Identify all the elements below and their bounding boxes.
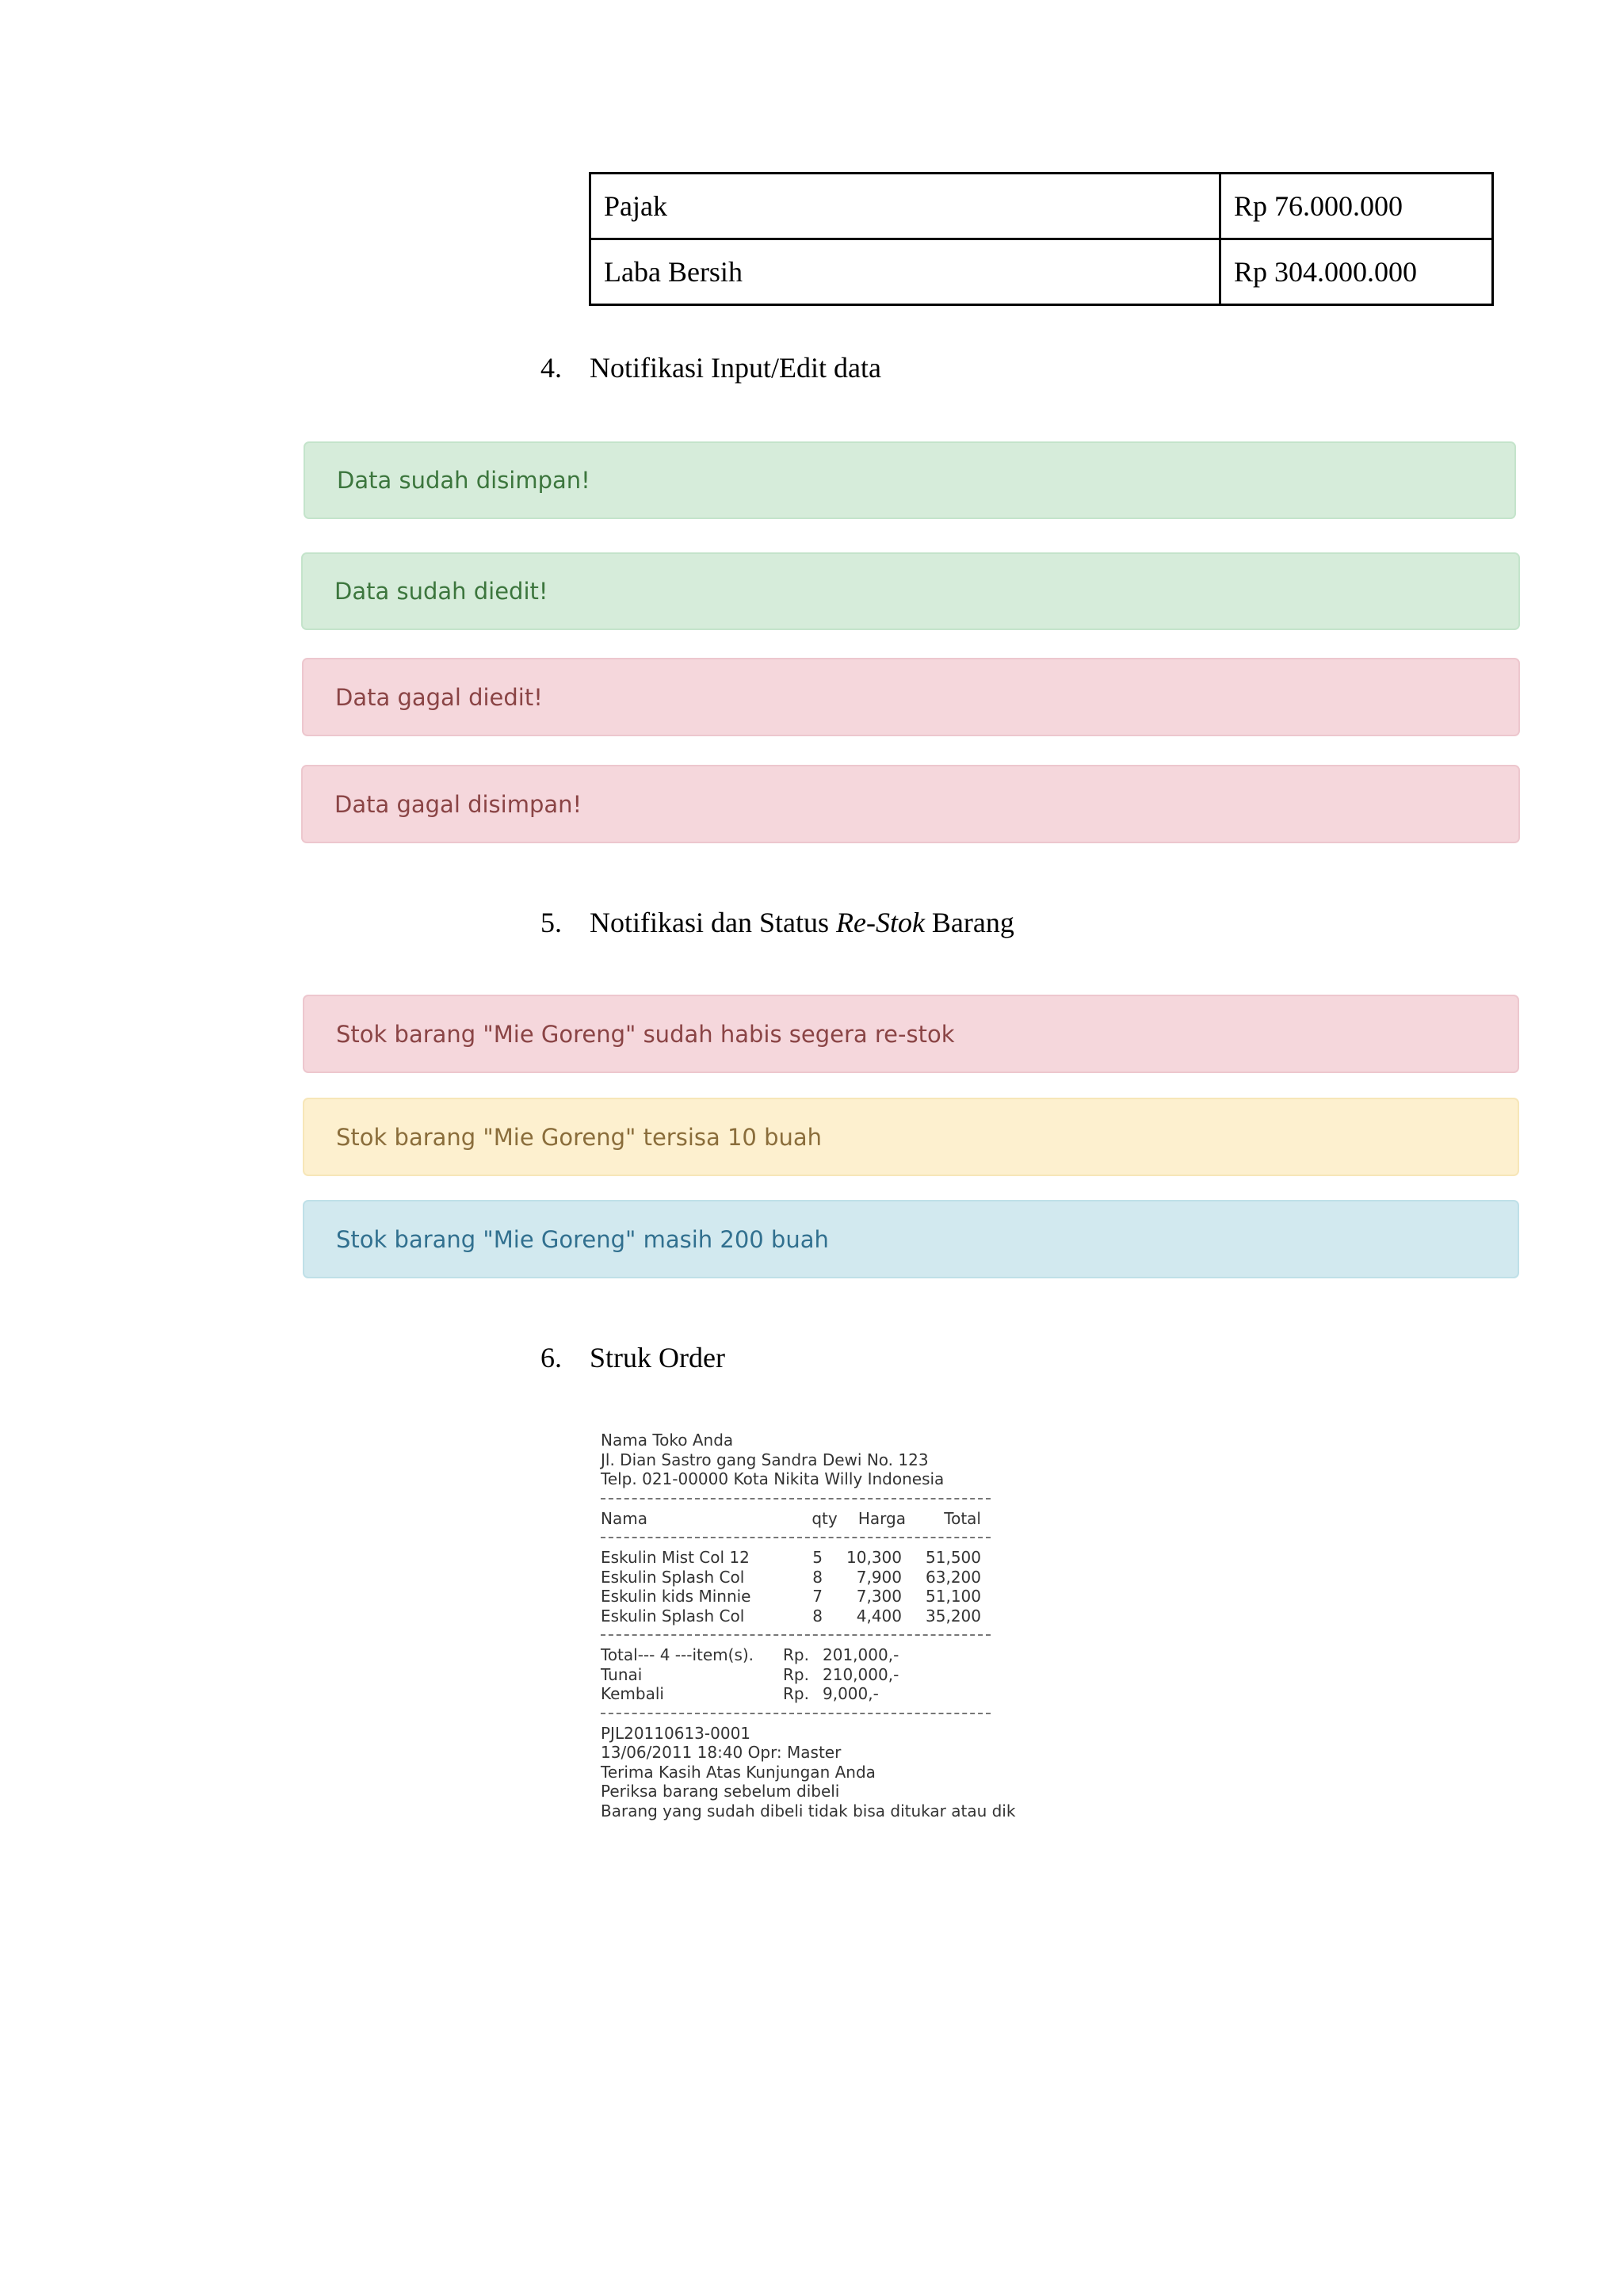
column-header-name: Nama xyxy=(601,1508,647,1528)
section-number: 5. xyxy=(540,907,562,938)
table-cell-label: Pajak xyxy=(590,174,1220,239)
section-title: Notifikasi Input/Edit data xyxy=(590,352,881,384)
currency-label: Rp. xyxy=(783,1645,809,1664)
item-qty: 5 xyxy=(812,1548,823,1567)
receipt-total-row xyxy=(601,1684,1005,1704)
finance-table xyxy=(589,172,1494,306)
alert-text: Data gagal diedit! xyxy=(335,683,543,711)
item-name: Eskulin Splash Col xyxy=(601,1606,745,1626)
receipt-store-address: Jl. Dian Sastro gang Sandra Dewi No. 123 xyxy=(601,1450,929,1469)
receipt-total-row xyxy=(601,1665,1005,1685)
alert-text: Data gagal disimpan! xyxy=(334,790,582,818)
item-harga: 10,300 xyxy=(846,1548,902,1567)
total-amount: 201,000,- xyxy=(823,1645,899,1664)
item-name: Eskulin Splash Col xyxy=(601,1567,745,1587)
receipt-column-headers xyxy=(601,1509,1005,1529)
alert-save-failed xyxy=(301,765,1520,843)
item-name: Eskulin kids Minnie xyxy=(601,1587,751,1606)
alert-stock-low xyxy=(303,1098,1519,1176)
receipt-note: Periksa barang sebelum dibeli xyxy=(601,1782,840,1801)
total-label: Total--- 4 ---item(s). xyxy=(601,1645,754,1664)
total-amount: 210,000,- xyxy=(823,1664,899,1684)
table-cell-value: Rp 304.000.000 xyxy=(1220,239,1493,305)
receipt-store-phone: Telp. 021-00000 Kota Nikita Willy Indonesia xyxy=(601,1469,945,1488)
alert-text: Stok barang "Mie Goreng" sudah habis segera re-stok xyxy=(336,1020,955,1048)
alert-edit-failed xyxy=(302,658,1520,736)
receipt-divider xyxy=(601,1498,991,1499)
item-name: Eskulin Mist Col 12 xyxy=(601,1548,750,1567)
alert-edited-success xyxy=(301,552,1520,630)
item-total: 35,200 xyxy=(926,1606,981,1626)
item-total: 63,200 xyxy=(926,1567,981,1587)
column-header-total: Total xyxy=(944,1508,981,1528)
column-header-harga: Harga xyxy=(857,1508,906,1528)
column-header-qty: qty xyxy=(812,1508,838,1528)
item-qty: 8 xyxy=(812,1567,823,1587)
alert-text: Stok barang "Mie Goreng" tersisa 10 buah xyxy=(336,1123,823,1151)
total-amount: 9,000,- xyxy=(823,1684,879,1703)
section-title-part: Barang xyxy=(924,907,1014,938)
item-harga: 7,300 xyxy=(856,1587,902,1606)
receipt-item-row xyxy=(601,1606,1005,1626)
receipt-thanks: Terima Kasih Atas Kunjungan Anda xyxy=(601,1762,876,1782)
alert-stock-ok xyxy=(303,1200,1519,1278)
alert-saved-success xyxy=(304,441,1516,519)
receipt-divider xyxy=(601,1634,991,1636)
currency-label: Rp. xyxy=(783,1684,809,1703)
receipt-total-row xyxy=(601,1645,1005,1665)
section-heading-receipt xyxy=(540,1341,725,1374)
table-cell-label: Laba Bersih xyxy=(590,239,1220,305)
item-total: 51,500 xyxy=(926,1548,981,1567)
item-harga: 7,900 xyxy=(856,1567,902,1587)
item-harga: 4,400 xyxy=(856,1606,902,1626)
currency-label: Rp. xyxy=(783,1664,809,1684)
item-qty: 7 xyxy=(812,1587,823,1606)
section-title: Struk Order xyxy=(590,1342,725,1373)
order-receipt xyxy=(601,1431,1016,1820)
total-label: Kembali xyxy=(601,1684,664,1703)
receipt-datetime: 13/06/2011 18:40 Opr: Master xyxy=(601,1743,842,1762)
section-heading-restock xyxy=(540,906,1014,939)
receipt-item-row xyxy=(601,1568,1005,1587)
receipt-item-row xyxy=(601,1548,1005,1568)
receipt-store-name: Nama Toko Anda xyxy=(601,1431,734,1450)
receipt-divider xyxy=(601,1713,991,1714)
section-title-italic: Re-Stok xyxy=(835,907,925,938)
receipt-note: Barang yang sudah dibeli tidak bisa ditukar atau dik xyxy=(601,1801,1016,1820)
section-number: 4. xyxy=(540,352,562,384)
table-row xyxy=(590,239,1493,305)
table-row xyxy=(590,174,1493,239)
alert-stock-empty xyxy=(303,995,1519,1073)
alert-text: Data sudah diedit! xyxy=(334,578,548,605)
receipt-divider xyxy=(601,1537,991,1538)
item-qty: 8 xyxy=(812,1606,823,1626)
receipt-order-id: PJL20110613-0001 xyxy=(601,1723,751,1743)
item-total: 51,100 xyxy=(926,1587,981,1606)
receipt-item-row xyxy=(601,1587,1005,1606)
total-label: Tunai xyxy=(601,1664,643,1684)
section-heading-input-edit xyxy=(540,351,881,384)
section-number: 6. xyxy=(540,1342,562,1373)
alert-text: Stok barang "Mie Goreng" masih 200 buah xyxy=(336,1225,829,1253)
table-cell-value: Rp 76.000.000 xyxy=(1220,174,1493,239)
alert-text: Data sudah disimpan! xyxy=(337,467,590,494)
section-title-part: Notifikasi dan Status xyxy=(590,907,836,938)
